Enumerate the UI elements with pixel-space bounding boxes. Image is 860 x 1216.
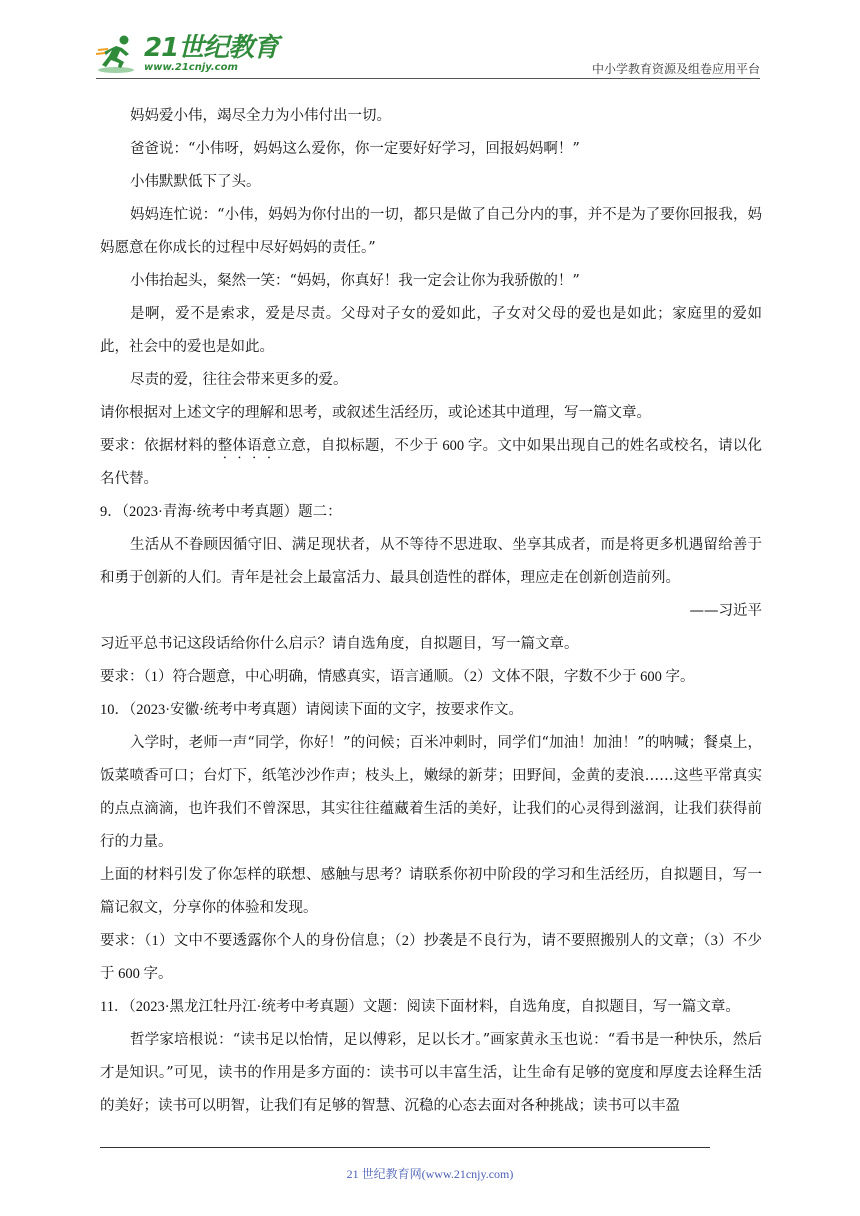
question-title: 9．（2023·青海·统考中考真题）题二： xyxy=(100,504,342,520)
requirement-text: 要求：依据材料的 xyxy=(100,438,218,454)
question-requirement: 要求：（1）文中不要透露你个人的身份信息；（2）抄袭是不良行为，请不要照搬别人的文章；（3）不少于 600 字。 xyxy=(100,933,762,982)
logo xyxy=(96,32,278,76)
platform-name: 中小学教育资源及组卷应用平台 xyxy=(591,62,760,76)
question-requirement: 要求：（1）符合题意，中心明确，情感真实，语言通顺。（2）文体不限，字数不少于 600 字。 xyxy=(100,669,695,685)
emphasized-text: 整体语意 xyxy=(217,438,277,454)
requirement-text: 立意，自拟标题，不少于 600 字。文中如果出现自己的姓名或校名，请以化名代替。 xyxy=(100,438,763,487)
question-prompt: 习近平总书记这段话给你什么启示？请自选角度，自拟题目，写一篇文章。 xyxy=(100,636,579,652)
question-title: 10．（2023·安徽·统考中考真题）请阅读下面的文字，按要求作文。 xyxy=(100,702,523,718)
runner-logo-icon xyxy=(96,32,140,76)
footer-divider xyxy=(100,1147,710,1148)
logo-url: www.21cnjy.com xyxy=(144,62,238,73)
paragraph: 尽责的爱，往往会带来更多的爱。 xyxy=(130,372,348,388)
question-material: 生活从不眷顾因循守旧、满足现状者，从不等待不思进取、坐享其成者，而是将更多机遇留给善于和勇于创新的人们。青年是社会上最富活力、最具创造性的群体，理应走在创新创造前列。 xyxy=(100,537,762,586)
paragraph: 妈妈连忙说：“小伟，妈妈为你付出的一切，都只是做了自己分内的事，并不是为了要你回报我，妈妈愿意在你成长的过程中尽好妈妈的责任。” xyxy=(100,207,762,256)
question-prompt: 上面的材料引发了你怎样的联想、感触与思考？请联系你初中阶段的学习和生活经历，自拟题目，写一篇记叙文，分享你的体验和发现。 xyxy=(100,867,762,916)
paragraph: 是啊，爱不是索求，爱是尽责。父母对子女的爱如此，子女对父母的爱也是如此；家庭里的爱如此，社会中的爱也是如此。 xyxy=(100,306,762,355)
paragraph: 妈妈爱小伟，竭尽全力为小伟付出一切。 xyxy=(130,108,391,124)
essay-prompt: 请你根据对上述文字的理解和思考，或叙述生活经历，或论述其中道理，写一篇文章。 xyxy=(100,405,651,421)
document-body xyxy=(100,100,762,1123)
page-footer: 21 世纪教育网(www.21cnjy.com) xyxy=(346,1167,514,1181)
header-divider xyxy=(96,78,760,79)
paragraph: 爸爸说：“小伟呀，妈妈这么爱你，你一定要好好学习，回报妈妈啊！” xyxy=(130,141,580,157)
quote-source: ——习近平 xyxy=(689,603,762,619)
logo-title: 21世纪教育 xyxy=(144,33,279,63)
question-title: 11．（2023·黑龙江牡丹江·统考中考真题）文题：阅读下面材料，自选角度，自拟题目，写一篇文章。 xyxy=(100,999,740,1015)
question-material: 哲学家培根说：“读书足以怡情，足以傅彩，足以长才。”画家黄永玉也说：“看书是一种快乐，然后才是知识。”可见，读书的作用是多方面的：读书可以丰富生活，让生命有足够的宽度和厚度去诠释生活的美好；读书可以明智，让我们有足够的智慧、沉稳的心态去面对各种挑战；读书可以丰盈 xyxy=(100,1032,762,1114)
paragraph: 小伟抬起头，粲然一笑：“妈妈，你真好！我一定会让你为我骄傲的！” xyxy=(130,273,580,289)
question-material: 入学时，老师一声“同学，你好！”的问候；百米冲刺时，同学们“加油！加油！”的呐喊；餐桌上，饭菜喷香可口；台灯下，纸笔沙沙作声；枝头上，嫩绿的新芽；田野间，金黄的麦浪……这些平常真实的点点滴滴，也许我们不曾深思，其实往往蕴藏着生活的美好，让我们的心灵得到滋润，让我们获得前行的力量。 xyxy=(100,735,762,850)
paragraph: 小伟默默低下了头。 xyxy=(130,174,261,190)
essay-requirement xyxy=(100,430,762,496)
page-header xyxy=(96,32,760,80)
